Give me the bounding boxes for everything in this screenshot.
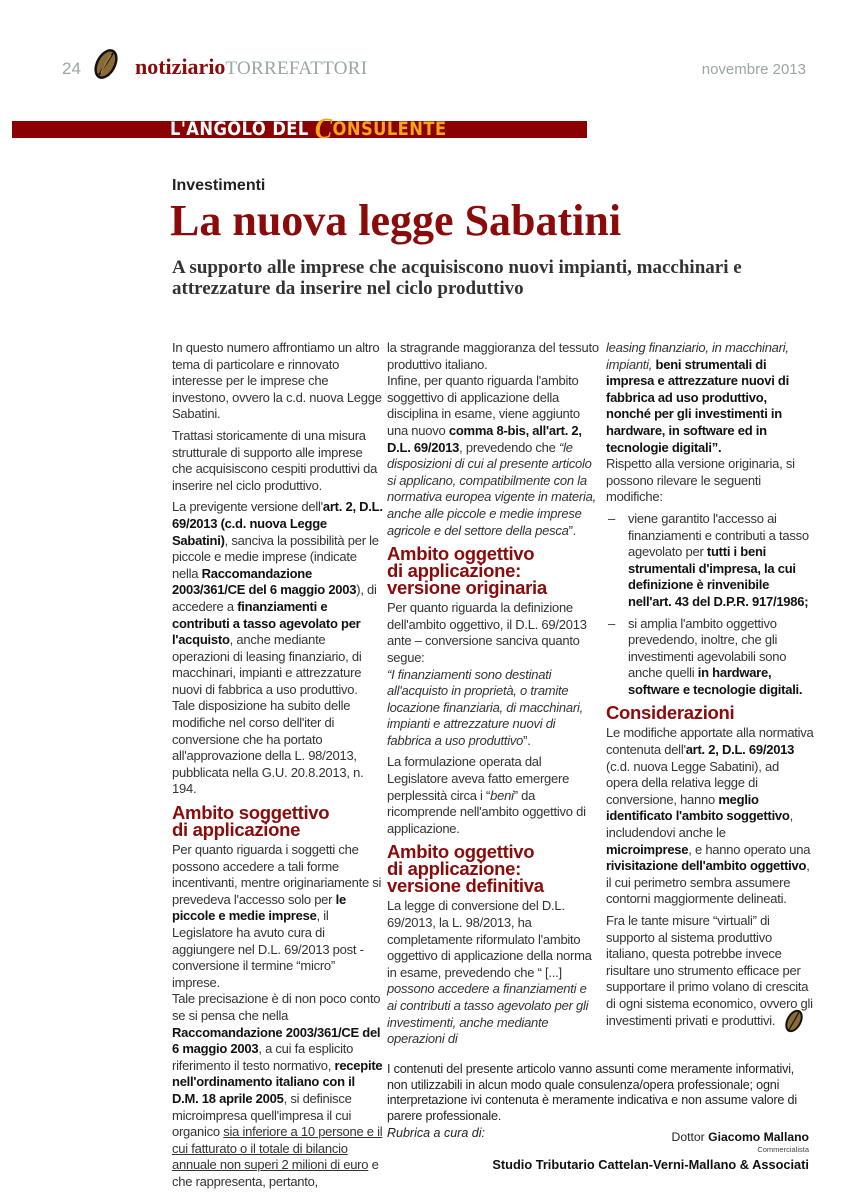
issue-date: novembre 2013 — [701, 61, 806, 78]
section-heading: Ambito oggettivo di applicazione: versione originaria — [387, 543, 547, 599]
section-title — [170, 112, 447, 145]
rubrica-label: Rubrica a cura di: — [387, 1126, 485, 1141]
section-title-rest: ONSULENTE — [332, 118, 447, 140]
article-title: La nuova legge Sabatini — [170, 196, 622, 245]
paragraph: Le modifiche apportate alla normativa contenuta dell'art. 2, D.L. 69/2013 (c.d. nuova Legge Sabatini), ad opera della relativa legge di conversione, hanno meglio identificato l'ambito soggettivo, includendovi anche le microimprese, e hanno operato una rivisitazione dell'ambito oggettivo, il cui perimetro sembra assumere contorni maggiormente delineati. — [606, 725, 814, 907]
coffee-bean-end-icon — [783, 1008, 805, 1034]
paragraph: Tale precisazione è di non poco conto se si pensa che nella Raccomandazione 2003/361/CE del 6 maggio 2003, a cui fa esplicito riferimento il testo normativo, recepite nell'ordinamento italiano con il D.M. 18 aprile 2005, si definisce microimpresa quell'impresa il cui organico sia inferiore a 10 persone e il cui fatturato o il totale di bilancio annuale non superi 2 milioni di euro e che rappresenta, pertanto, — [172, 991, 383, 1189]
brand-suffix: TORREFATTORI — [225, 58, 368, 79]
section-heading: Considerazioni — [606, 702, 735, 724]
paragraph: La formulazione operata dal Legislatore aveva fatto emergere perplessità circa i “beni” da ricomprende nell'ambito oggettivo di applicazione. — [387, 754, 586, 836]
article-subtitle: A supporto alle imprese che acquisiscono nuovi impianti, macchinari e attrezzature da inserire nel ciclo produttivo — [172, 257, 742, 299]
paragraph: La previgente versione dell'art. 2, D.L. 69/2013 (c.d. nuova Legge Sabatini), sanciva la possibilità per le piccole e medie imprese (indicate nella Raccomandazione 2003/361/CE del 6 maggio 2003), di accedere a finanziamenti e contributi a tasso agevolato per l'acquisto, anche mediante operazioni di leasing finanziario, di macchinari, impianti e attrezzature nuovi di fabbrica a uso produttivo. — [172, 499, 383, 697]
footer — [387, 1062, 809, 1174]
paragraph: Fra le tante misure “virtuali” di supporto al sistema produttivo italiano, questa potrebbe invece risultare uno strumento efficace per supportare il primo volano di crescita di ogni sistema economico, ovvero gli investimenti privati e produttivi. — [606, 913, 813, 1028]
paragraph: Tale disposizione ha subito delle modifiche nel corso dell'iter di conversione che ha portato all'approvazione della L. 98/2013, pubblicata nella G.U. 20.8.2013, n. 194. — [172, 698, 364, 797]
dash-bullet: – — [608, 615, 615, 631]
publication-brand — [135, 54, 367, 82]
paragraph: Infine, per quanto riguarda l'ambito soggettivo di applicazione della disciplina in esame, viene aggiunto una nuovo comma 8-bis, all'art. 2, D.L. 69/2013, prevedendo che “le disposizioni di cui al presente articolo si applicano, compatibilmente con la normativa europea vigente in materia, anche alle piccole e medie imprese agricole e del settore della pesca”. — [387, 373, 596, 538]
studio-name: Studio Tributario Cattelan-Verni-Mallano & Associati — [492, 1157, 809, 1173]
list-item: – si amplia l'ambito oggettivo prevedendo, inoltre, che gli investimenti agevolabili sono anche quelli in hardware, software e tecnologie digitali. — [608, 615, 803, 697]
section-title-prefix: L'ANGOLO DEL — [170, 118, 315, 140]
article-column-1 — [172, 340, 384, 1196]
section-heading: Ambito oggettivo di applicazione: versione definitiva — [387, 841, 544, 897]
paragraph: Per quanto riguarda i soggetti che possono accedere a tali forme incentivanti, mentre originariamente si prevedeva l'accesso solo per le piccole e medie imprese, il Legislatore ha avuto cura di aggiungere nel D.L. 69/2013 post - conversione il termine “micro” imprese. — [172, 842, 382, 990]
paragraph: La legge di conversione del D.L. 69/2013, la L. 98/2013, ha completamente riformulato l'ambito oggettivo di applicazione della norma in esame, prevedendo che “ [...] possono accedere a finanziamenti e ai contributi a tasso agevolato per gli investimenti, anche mediante operazioni di — [387, 898, 592, 1047]
article-kicker: Investimenti — [172, 177, 266, 194]
disclaimer: I contenuti del presente articolo vanno assunti come meramente informativi, non utilizzabili in alcun modo quale consulenza/opera professionale; ogni interpretazione ivi contenuta è meramente indicativa e non assume valore di parere professionale. — [387, 1062, 797, 1123]
author-role: Commercialista — [757, 1145, 809, 1155]
paragraph: Trattasi storicamente di una misura strutturale di supporto alle imprese che acquisiscono cespiti produttivi da inserire nel ciclo produttivo. — [172, 427, 378, 493]
paragraph: la stragrande maggioranza del tessuto produttivo italiano. — [387, 340, 599, 372]
paragraph: Rispetto alla versione originaria, si possono rilevare le seguenti modifiche: — [606, 456, 795, 505]
signature-block — [387, 1126, 809, 1174]
page-number: 24 — [62, 59, 81, 78]
list-item: – viene garantito l'accesso ai finanziamenti e contributi a tasso agevolato per tutti i beni strumentali d'impresa, la cui definizione è rinvenibile nell'art. 43 del D.P.R. 917/1986; — [608, 510, 809, 609]
paragraph: In questo numero affrontiamo un altro tema di particolare e rinnovato interesse per le imprese che investono, ovvero la c.d. nuova Legge Sabatini. — [172, 340, 382, 422]
section-title-initial: C — [314, 112, 333, 145]
dash-bullet: – — [608, 510, 615, 526]
paragraph: leasing finanziario, in macchinari, impianti, beni strumentali di impresa e attrezzature nuovi di fabbrica ad uso produttivo, nonché per gli investimenti in hardware, in software ed in tecnologie digitali”. — [606, 340, 789, 455]
paragraph: Per quanto riguarda la definizione dell'ambito oggettivo, il D.L. 69/2013 ante – conversione sanciva quanto segue: “I finanziamenti sono destinati all'acquisto in proprietà, o tramite locazione finanziaria, di macchinari, impianti e attrezzature nuovi di fabbrica a uso produttivo”. — [387, 600, 587, 748]
modifications-list — [606, 511, 814, 699]
article-column-3 — [606, 340, 814, 1034]
brand-name: notiziario — [135, 54, 226, 79]
section-heading: Ambito soggettivo di applicazione — [172, 802, 330, 841]
author-name: Dottor Giacomo Mallano — [671, 1130, 809, 1145]
coffee-bean-icon — [89, 47, 123, 81]
article-column-2 — [387, 340, 599, 1053]
